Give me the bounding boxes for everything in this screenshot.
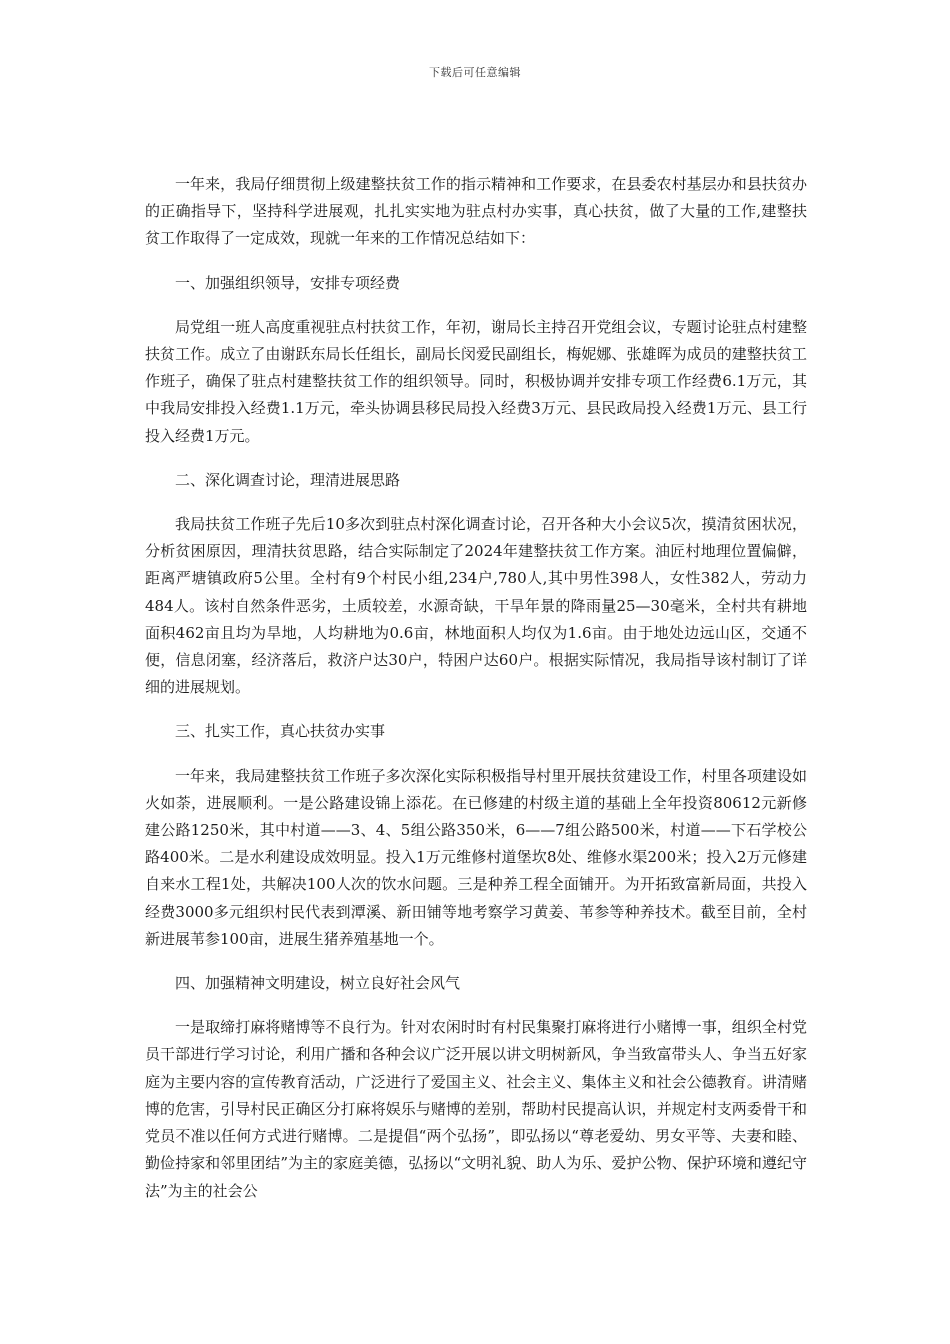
section-body-1: 局党组一班人高度重视驻点村扶贫工作，年初，谢局长主持召开党组会议，专题讨论驻点村建整扶贫工作。成立了由谢跃东局长任组长，副局长闵爱民副组长，梅妮娜、张雄晖为成员的建整扶贫工作班子，确保了驻点村建整扶贫工作的组织领导。同时，积极协调并安排专项工作经费6.1万元，其中我局安排投入经费1.1万元，牵头协调县移民局投入经费3万元、县民政局投入经费1万元、县工行投入经费1万元。: [145, 317, 807, 445]
section-body-4: 一是取缔打麻将赌博等不良行为。针对农闲时时有村民集聚打麻将进行小赌博一事，组织全村党员干部进行学习讨论，利用广播和各种会议广泛开展以讲文明树新风，争当致富带头人、争当五好家庭为主要内容的宣传教育活动，广泛进行了爱国主义、社会主义、集体主义和社会公德教育。讲清赌博的危害，引导村民正确区分打麻将娱乐与赌博的差别，帮助村民提高认识，并规定村支两委骨干和党员不准以任何方式进行赌博。二是提倡“两个弘扬”，即弘扬以“尊老爱幼、男女平等、夫妻和睦、勤俭持家和邻里团结”为主的家庭美德，弘扬以“文明礼貌、助人为乐、爱护公物、保护环境和遵纪守法”为主的社会公: [145, 1018, 807, 1200]
section-body-3: 一年来，我局建整扶贫工作班子多次深化实际积极指导村里开展扶贫建设工作，村里各项建设如火如荼，进展顺利。一是公路建设锦上添花。在已修建的村级主道的基础上全年投资80612元新修建公路1250米，其中村道——3、4、5组公路350米，6——7组公路500米，村道——下石学校公路400米。二是水利建设成效明显。投入1万元维修村道堡坎8处、维修水渠200米；投入2万元修建自来水工程1处，共解决100人次的饮水问题。三是种养工程全面铺开。为开拓致富新局面，共投入经费3000多元组织村民代表到潭溪、新田铺等地考察学习黄姜、苇参等种养技术。截至目前，全村新进展苇参100亩，进展生猪养殖基地一个。: [145, 766, 807, 948]
section-heading-3: 三、扎实工作，真心扶贫办实事: [175, 722, 386, 741]
section-heading-2: 二、深化调查讨论，理清进展思路: [175, 470, 401, 489]
section-heading-1: 一、加强组织领导，安排专项经费: [175, 273, 401, 292]
document-body: [145, 171, 807, 1222]
header-note: 下载后可任意编辑: [429, 66, 521, 79]
section-body-2: 我局扶贫工作班子先后10多次到驻点村深化调查讨论，召开各种大小会议5次，摸清贫困状况，分析贫困原因，理清扶贫思路，结合实际制定了2024年建整扶贫工作方案。油匠村地理位置偏僻，距离严塘镇政府5公里。全村有9个村民小组,234户,780人,其中男性398人，女性382人，劳动力484人。该村自然条件恶劣，土质较差，水源奇缺，干旱年景的降雨量25—30毫米，全村共有耕地面积462亩且均为旱地，人均耕地为0.6亩，林地面积人均仅为1.6亩。由于地处边远山区，交通不便，信息闭塞，经济落后，救济户达30户，特困户达60户。根据实际情况，我局指导该村制订了详细的进展规划。: [145, 515, 807, 697]
section-heading-4: 四、加强精神文明建设，树立良好社会风气: [175, 974, 461, 993]
intro-paragraph: 一年来，我局仔细贯彻上级建整扶贫工作的指示精神和工作要求，在县委农村基层办和县扶贫办的正确指导下，坚持科学进展观，扎扎实实地为驻点村办实事，真心扶贫，做了大量的工作,建整扶贫工作取得了一定成效，现就一年来的工作情况总结如下：: [145, 175, 807, 248]
